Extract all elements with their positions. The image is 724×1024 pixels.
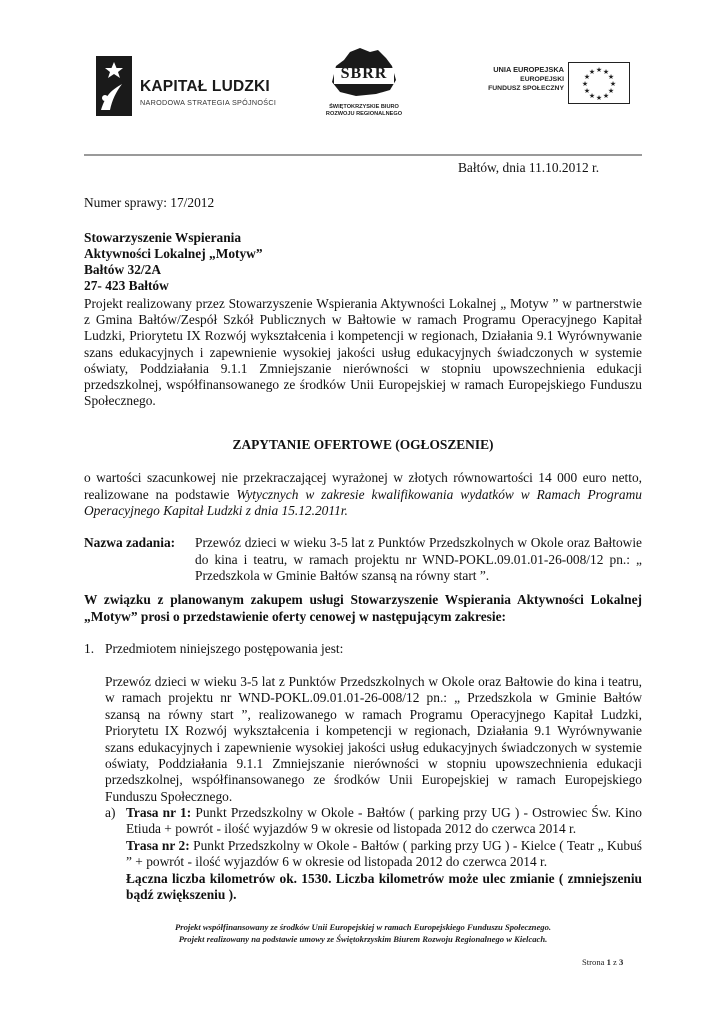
eu-line-2: EUROPEJSKI — [520, 76, 564, 83]
offer-request: W związku z planowanym zakupem usługi Stowarzyszenie Wspierania Aktywności Lokalnej „Motyw” prosi o przedstawienie oferty cenowej w następującym zakresie: — [84, 592, 642, 624]
sbrr-title: SBRR — [340, 65, 388, 82]
route-2-text: Punkt Przedszkolny w Okole - Bałtów ( parking przy UG ) - Kielce ( Teatr „ Kubuś ” + powrót - ilość wyjazdów 6 w okresie od listopada 2012 do czerwca 2014 r. — [126, 837, 643, 870]
address-line: Bałtów 32/2A — [84, 262, 161, 277]
document-heading: ZAPYTANIE OFERTOWE (OGŁOSZENIE) — [232, 437, 494, 452]
eu-flag-icon — [568, 62, 630, 104]
project-description: Projekt realizowany przez Stowarzyszenie Wspierania Aktywności Lokalnej „ Motyw ” w partnerstwie z Gmina Bałtów/Zespół Szkół Publicznych w Bałtowie w ramach Programu Operacyjnego Kapitał Ludzki, Priorytetu IX Rozwój wykształcenia i kompetencji w regionach, Działania 9.1 Wyrównywanie szans edukacyjnych i zapewnienie wysokiej jakości usług edukacyjnych świadczonych w systemie oświaty, Poddziałania 9.1.1 Zmniejszanie nierówności w stopniu upowszechnienia edukacji przedszkolnej, współfinansowanego ze środków Unii Europejskiej w ramach Europejskiego Funduszu Społecznego. — [84, 296, 642, 409]
footer-line-1: Projekt współfinansowany ze środków Unii Europejskiej w ramach Europejskiego Funduszu Społecznego. — [174, 922, 552, 932]
address-line: Stowarzyszenie Wspierania — [84, 230, 242, 245]
item-1-number: 1. — [84, 641, 95, 656]
sbrr-logo — [316, 46, 412, 122]
case-number: Numer sprawy: 17/2012 — [84, 195, 215, 210]
svg-text:★: ★ — [602, 92, 610, 100]
svg-text:★: ★ — [588, 92, 596, 100]
sbrr-subtitle-2: ROZWOJU REGIONALNEGO — [325, 111, 403, 117]
svg-text:★: ★ — [581, 80, 589, 88]
svg-text:★: ★ — [595, 66, 603, 74]
header-divider — [84, 154, 642, 156]
route-1-label: Trasa nr 1: — [126, 805, 192, 820]
kapital-ludzki-emblem-icon — [92, 54, 136, 118]
svg-text:★: ★ — [583, 87, 591, 95]
recipient-address — [84, 230, 263, 294]
svg-text:★: ★ — [583, 73, 591, 81]
document-date: Bałtów, dnia 11.10.2012 r. — [458, 160, 600, 175]
page-of: z — [610, 957, 620, 967]
kapital-ludzki-title: KAPITAŁ LUDZKI — [140, 78, 270, 95]
task-label: Nazwa zadania: — [84, 535, 176, 550]
svg-text:★: ★ — [607, 87, 615, 95]
eu-line-3: FUNDUSZ SPOŁECZNY — [488, 85, 564, 92]
total-kilometers: Łączna liczba kilometrów ok. 1530. Liczba kilometrów może ulec zmianie ( zmniejszeniu bądź zwiększeniu ). — [126, 870, 642, 903]
kapital-ludzki-subtitle: NARODOWA STRATEGIA SPÓJNOŚCI — [140, 98, 277, 107]
svg-text:★: ★ — [609, 80, 617, 88]
page-prefix: Strona — [582, 957, 607, 967]
eu-line-1: UNIA EUROPEJSKA — [493, 65, 564, 74]
value-statement-text: o wartości szacunkowej nie przekraczającej wyrażonej w złotych równowartości 14 000 euro netto, realizowane na podstawie — [84, 470, 642, 502]
eu-logo — [470, 62, 630, 104]
footer-line-2: Projekt realizowany na podstawie umowy ze Świętokrzyskim Biurem Rozwoju Regionalnego w Kielcach. — [178, 934, 548, 944]
route-2 — [126, 838, 642, 871]
page-number — [582, 957, 623, 967]
guidelines-reference: Wytycznych w zakresie kwalifikowania wydatków w Ramach Programu Operacyjnego Kapitał Ludzki z dnia 15.12.2011r. — [84, 486, 642, 518]
route-1-text: Punkt Przedszkolny w Okole - Bałtów ( parking przy UG ) - Ostrowiec Św. Kino Etiuda + powrót - ilość wyjazdów 9 w okresie od listopada 2012 do czerwca 2014 r. — [126, 805, 642, 837]
route-2-label: Trasa nr 2: — [126, 837, 190, 853]
route-1 — [126, 805, 642, 838]
sub-item-a-label: a) — [105, 805, 116, 820]
kapital-ludzki-logo — [92, 54, 282, 120]
task-description: Przewóz dzieci w wieku 3-5 lat z Punktów Przedszkolnych w Okole oraz Bałtowie do kina i teatru, w ramach projektu nr WND-POKL.09.01.01-26-008/12 pn.: „ Przedszkola w Gminie Bałtów szansą na równy start ”. — [195, 535, 642, 583]
value-statement — [84, 470, 642, 520]
sbrr-subtitle-1: ŚWIĘTOKRZYSKIE BIURO — [329, 104, 399, 110]
svg-text:★: ★ — [607, 73, 615, 81]
svg-text:★: ★ — [588, 68, 596, 76]
item-1-title: Przedmiotem niniejszego postępowania jest: — [105, 641, 344, 656]
route-list — [126, 805, 642, 903]
address-line: 27- 423 Bałtów — [84, 278, 169, 293]
page-current: 1 — [606, 957, 611, 967]
address-line: Aktywności Lokalnej „Motyw” — [84, 246, 263, 261]
item-1-description: Przewóz dzieci w wieku 3-5 lat z Punktów Przedszkolnych w Okole oraz Bałtowie do kina i teatru, w ramach projektu nr WND-POKL.09.01.01-26-008/12 pn.: „ Przedszkola w Gminie Bałtów szansą na równy start ”, realizowanego w ramach Programu Operacyjnego Kapitał Ludzki, Priorytetu IX Rozwój wykształcenia i kompetencji w regionach, Działania 9.1 Wyrównywanie szans edukacyjnych i zapewnienie wysokiej jakości usług edukacyjnych świadczonych w systemie oświaty, Poddziałania 9.1.1 Zmniejszanie nierówności w stopniu upowszechnienia edukacji przedszkolnej, współfinansowanego ze środków Unii Europejskiej w ramach Europejskiego Funduszu Społecznego. — [105, 674, 642, 804]
svg-text:★: ★ — [602, 68, 610, 76]
svg-text:★: ★ — [595, 94, 603, 102]
page-total: 3 — [619, 957, 624, 967]
